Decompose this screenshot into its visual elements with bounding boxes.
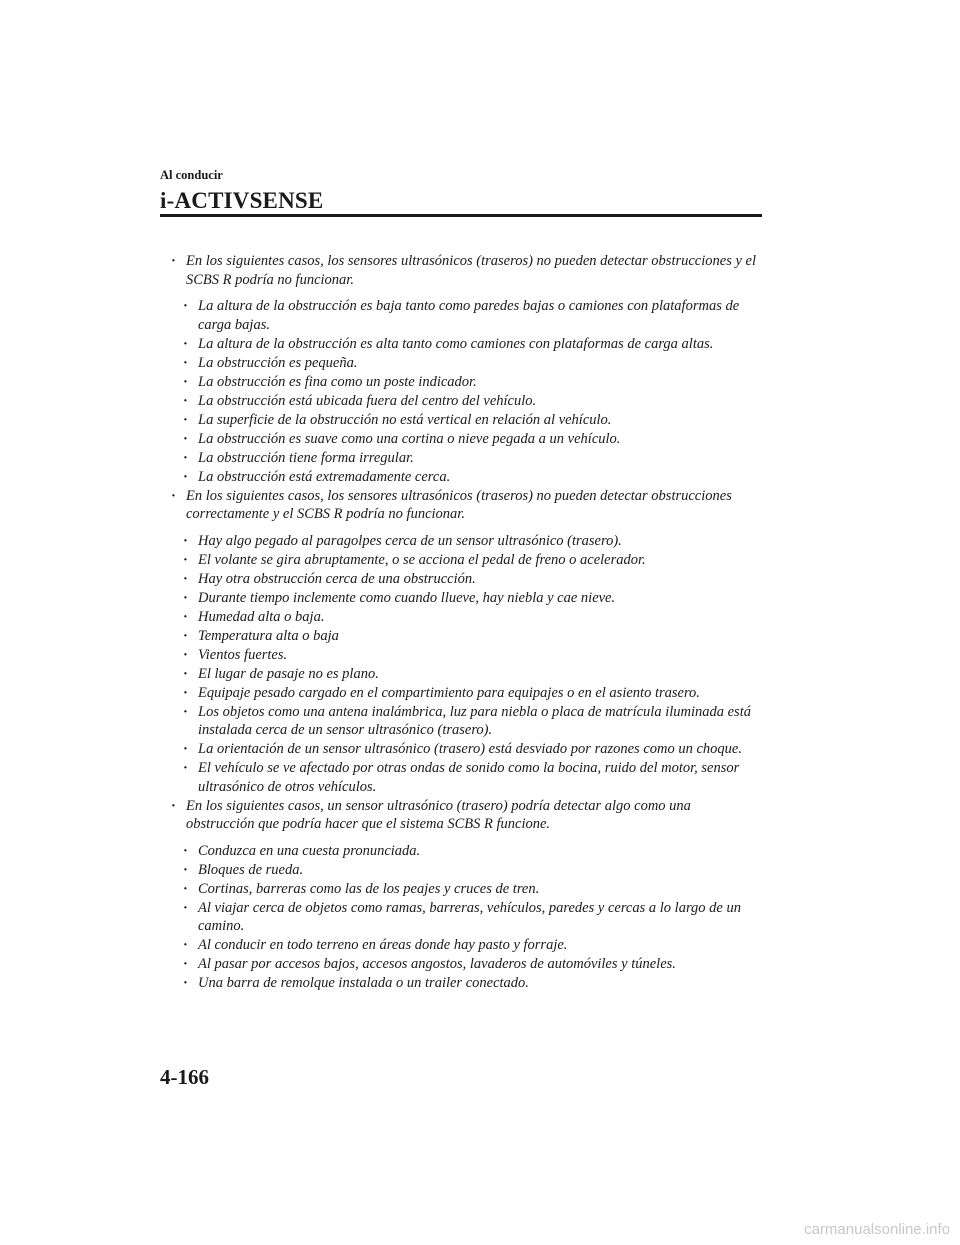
bullet-group: [171, 797, 761, 993]
list-item: · La altura de la obstrucción es baja tanto como paredes bajas o camiones con plataformas de carga bajas.: [183, 297, 761, 334]
sub-list: [183, 532, 761, 797]
chapter-title: i-ACTIVSENSE: [160, 188, 324, 213]
list-item: · La obstrucción es fina como un poste indicador.: [183, 373, 761, 392]
list-item: · Al pasar por accesos bajos, accesos angostos, lavaderos de automóviles y túneles.: [183, 955, 761, 974]
list-item: · Al conducir en todo terreno en áreas donde hay pasto y forraje.: [183, 936, 761, 955]
list-item: · Conduzca en una cuesta pronunciada.: [183, 842, 761, 861]
list-item: · La obstrucción está extremadamente cerca.: [183, 468, 761, 487]
list-item: · Temperatura alta o baja: [183, 627, 761, 646]
bullet-group: [171, 252, 761, 486]
list-item: · Cortinas, barreras como las de los peajes y cruces de tren.: [183, 880, 761, 899]
list-item: · La orientación de un sensor ultrasónico (trasero) está desviado por razones como un choque.: [183, 740, 761, 759]
list-item: · Vientos fuertes.: [183, 646, 761, 665]
header-rule: [160, 214, 762, 217]
list-item: · La obstrucción tiene forma irregular.: [183, 449, 761, 468]
group-intro: · En los siguientes casos, los sensores ultrasónicos (traseros) no pueden detectar obstrucciones y el SCBS R podría no funcionar.: [171, 252, 761, 289]
list-item: · El vehículo se ve afectado por otras ondas de sonido como la bocina, ruido del motor, sensor ultrasónico de otros vehículos.: [183, 759, 761, 796]
list-item: · Los objetos como una antena inalámbrica, luz para niebla o placa de matrícula iluminada está instalada cerca de un sensor ultrasónico (trasero).: [183, 703, 761, 740]
list-item: · La obstrucción es suave como una cortina o nieve pegada a un vehículo.: [183, 430, 761, 449]
list-item: · Una barra de remolque instalada o un trailer conectado.: [183, 974, 761, 993]
list-item: · La obstrucción está ubicada fuera del centro del vehículo.: [183, 392, 761, 411]
list-item: · Bloques de rueda.: [183, 861, 761, 880]
group-intro: · En los siguientes casos, los sensores ultrasónicos (traseros) no pueden detectar obstrucciones correctamente y el SCBS R podría no funcionar.: [171, 487, 761, 524]
list-item: · La altura de la obstrucción es alta tanto como camiones con plataformas de carga altas.: [183, 335, 761, 354]
list-item: · Equipaje pesado cargado en el compartimiento para equipajes o en el asiento trasero.: [183, 684, 761, 703]
list-item: · El volante se gira abruptamente, o se acciona el pedal de freno o acelerador.: [183, 551, 761, 570]
list-item: · Al viajar cerca de objetos como ramas, barreras, vehículos, paredes y cercas a lo largo de un camino.: [183, 899, 761, 936]
sub-list: [183, 297, 761, 486]
page-number: 4-166: [160, 1065, 209, 1089]
list-item: · La obstrucción es pequeña.: [183, 354, 761, 373]
sub-list: [183, 842, 761, 993]
page-header: [160, 168, 762, 215]
watermark: carmanualsonline.info: [804, 1221, 950, 1238]
group-intro: · En los siguientes casos, un sensor ultrasónico (trasero) podría detectar algo como una obstrucción que podría hacer que el sistema SCBS R funcione.: [171, 797, 761, 834]
list-item: · Hay otra obstrucción cerca de una obstrucción.: [183, 570, 761, 589]
bullet-group: [171, 487, 761, 797]
list-item: · Hay algo pegado al paragolpes cerca de un sensor ultrasónico (trasero).: [183, 532, 761, 551]
section-label: Al conducir: [160, 168, 223, 182]
list-item: · Durante tiempo inclemente como cuando llueve, hay niebla y cae nieve.: [183, 589, 761, 608]
list-item: · El lugar de pasaje no es plano.: [183, 665, 761, 684]
list-item: · La superficie de la obstrucción no está vertical en relación al vehículo.: [183, 411, 761, 430]
content: [171, 252, 761, 993]
list-item: · Humedad alta o baja.: [183, 608, 761, 627]
